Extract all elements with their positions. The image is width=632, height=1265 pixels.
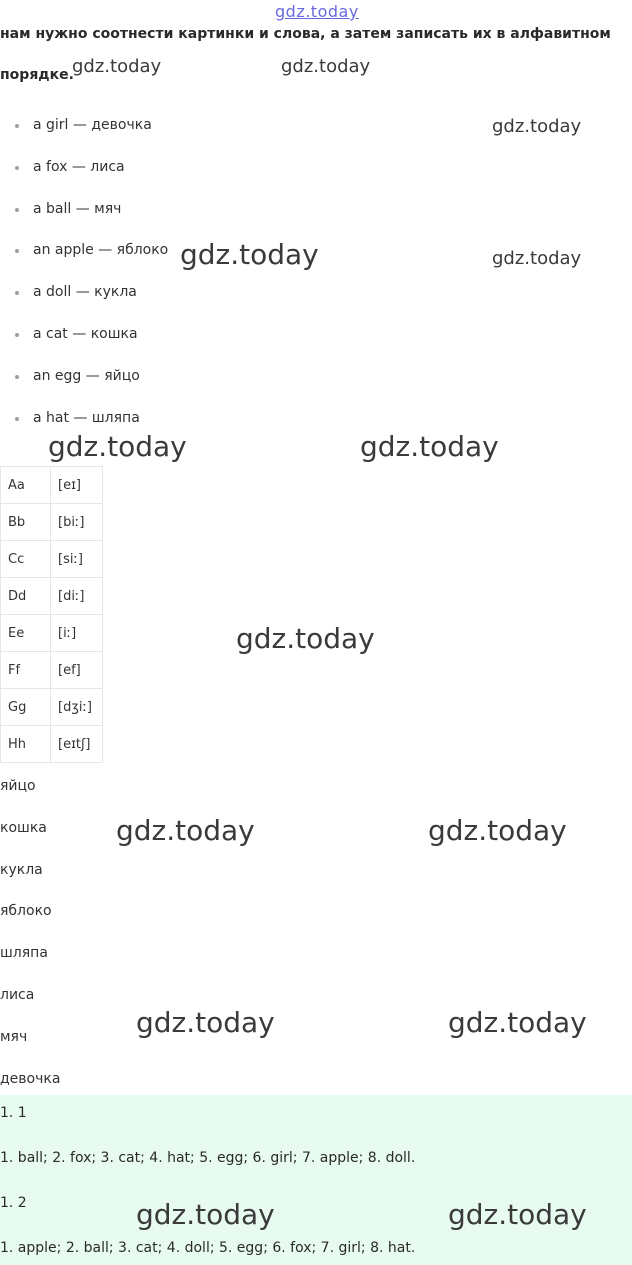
table-row: Bb [biː] — [1, 504, 103, 541]
answer-1-text: 1. ball; 2. fox; 3. cat; 4. hat; 5. egg; 6. girl; 7. apple; 8. doll. — [0, 1150, 416, 1166]
bullet-icon — [15, 208, 19, 212]
list-item: яйцо — [0, 778, 36, 794]
word-list — [0, 105, 168, 439]
answer-2-label: 1. 2 — [0, 1195, 27, 1211]
bullet-icon — [15, 249, 19, 253]
watermark: gdz.today — [492, 116, 582, 137]
bullet-icon — [15, 166, 19, 170]
russian-word-list — [0, 766, 60, 1100]
bullet-icon — [15, 291, 19, 295]
bullet-icon — [15, 333, 19, 337]
watermark: gdz.today — [448, 1198, 587, 1231]
watermark: gdz.today — [136, 1198, 275, 1231]
watermark: gdz.today — [116, 814, 255, 847]
alphabet-table — [0, 466, 103, 763]
list-item: a cat — кошка — [0, 314, 168, 356]
bullet-icon — [15, 375, 19, 379]
answer-2-text: 1. apple; 2. ball; 3. cat; 4. doll; 5. egg; 6. fox; 7. girl; 8. hat. — [0, 1240, 416, 1256]
list-item: девочка — [0, 1070, 61, 1087]
watermark: gdz.today — [72, 56, 162, 77]
answer-box — [0, 1095, 632, 1265]
list-item: кошка — [0, 819, 47, 836]
table-row: Aa [eɪ] — [1, 467, 103, 504]
watermark: gdz.today — [180, 238, 319, 271]
table-row: Ee [iː] — [1, 615, 103, 652]
table-row: Gg [dʒiː] — [1, 689, 103, 726]
list-item: an apple — яблоко — [0, 230, 168, 272]
list-item: a ball — мяч — [0, 189, 168, 231]
table-row: Dd [diː] — [1, 578, 103, 615]
site-logo-link[interactable]: gdz.today — [275, 2, 359, 21]
bullet-icon — [15, 417, 19, 421]
watermark: gdz.today — [236, 622, 375, 655]
intro-text — [0, 14, 632, 96]
list-item: an egg — яйцо — [0, 356, 168, 398]
watermark: gdz.today — [448, 1006, 587, 1039]
answer-1-label: 1. 1 — [0, 1105, 27, 1121]
table-row: Ff [ef] — [1, 652, 103, 689]
table-row: Hh [eɪtʃ] — [1, 726, 103, 763]
watermark: gdz.today — [281, 56, 371, 77]
list-item: яблоко — [0, 903, 52, 920]
list-item: a doll — кукла — [0, 272, 168, 314]
intro-line-1: нам нужно соотнести картинки и слова, а затем записать их в алфавитном — [0, 26, 611, 42]
list-item: a hat — шляпа — [0, 398, 168, 440]
list-item: шляпа — [0, 945, 48, 962]
bullet-icon — [15, 124, 19, 128]
table-row: Cc [siː] — [1, 541, 103, 578]
list-item: кукла — [0, 861, 43, 878]
watermark: gdz.today — [360, 430, 499, 463]
watermark: gdz.today — [428, 814, 567, 847]
watermark: gdz.today — [492, 248, 582, 269]
watermark: gdz.today — [48, 430, 187, 463]
list-item: a fox — лиса — [0, 147, 168, 189]
list-item: лиса — [0, 986, 35, 1003]
list-item: a girl — девочка — [0, 105, 168, 147]
intro-line-2: порядке. — [0, 67, 74, 83]
watermark: gdz.today — [136, 1006, 275, 1039]
list-item: мяч — [0, 1028, 28, 1045]
